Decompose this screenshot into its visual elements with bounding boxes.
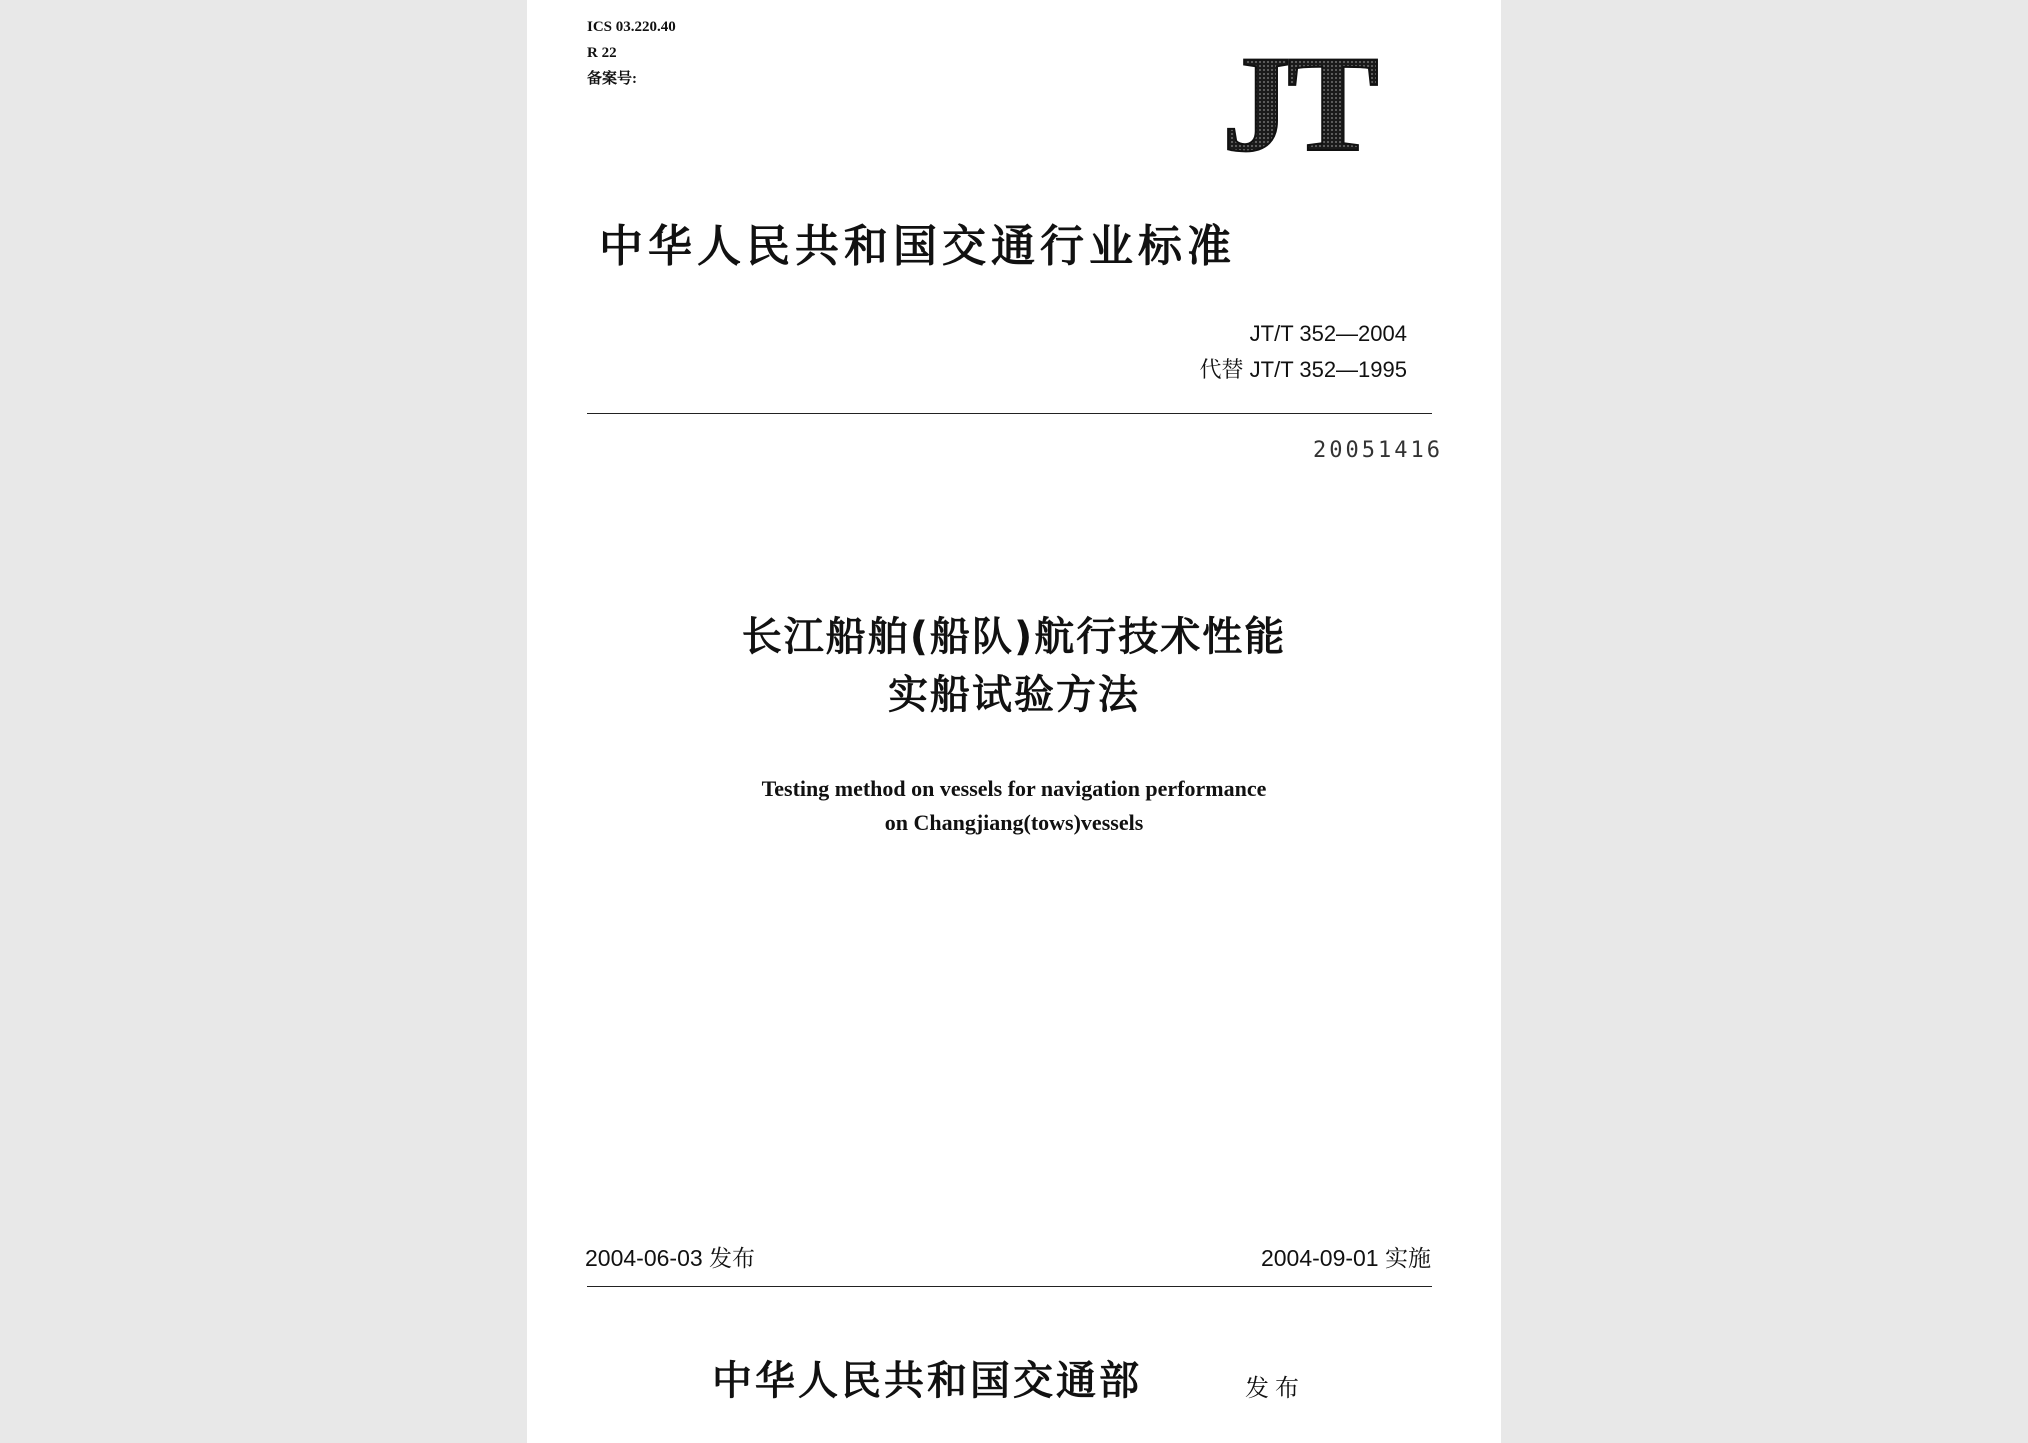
top-divider [587, 413, 1432, 414]
chinese-title [527, 608, 1501, 724]
chinese-title-line-2: 实船试验方法 [888, 672, 1140, 718]
bottom-divider [587, 1286, 1432, 1287]
replaces-number: 代替 JT/T 352—1995 [1199, 357, 1407, 382]
issue-date: 2004-06-03 发布 [585, 1245, 756, 1271]
english-title [527, 772, 1501, 840]
filing-number-label: 备案号: [587, 71, 637, 87]
publisher-name: 中华人民共和国交通部 [712, 1357, 1142, 1404]
publisher-suffix: 发布 [1245, 1374, 1305, 1402]
standard-title: 中华人民共和国交通行业标准 [599, 221, 1236, 272]
standard-number: JT/T 352—2004 [1249, 321, 1407, 346]
english-title-line-2: on Changjiang(tows)vessels [884, 810, 1144, 835]
chinese-title-line-1: 长江船舶(船队)航行技术性能 [741, 614, 1287, 660]
category-code: R 22 [587, 45, 617, 61]
ics-code: ICS 03.220.40 [587, 19, 676, 35]
jt-logo [1222, 48, 1432, 158]
effective-date: 2004-09-01 实施 [1260, 1245, 1431, 1271]
serial-stamp: 20051416 [1313, 438, 1443, 463]
classification-block [587, 14, 676, 92]
standard-codes [1200, 316, 1407, 388]
english-title-line-1: Testing method on vessels for navigation performance [761, 776, 1267, 801]
logo-text: JT [1222, 48, 1376, 158]
document-page [527, 0, 1501, 1443]
